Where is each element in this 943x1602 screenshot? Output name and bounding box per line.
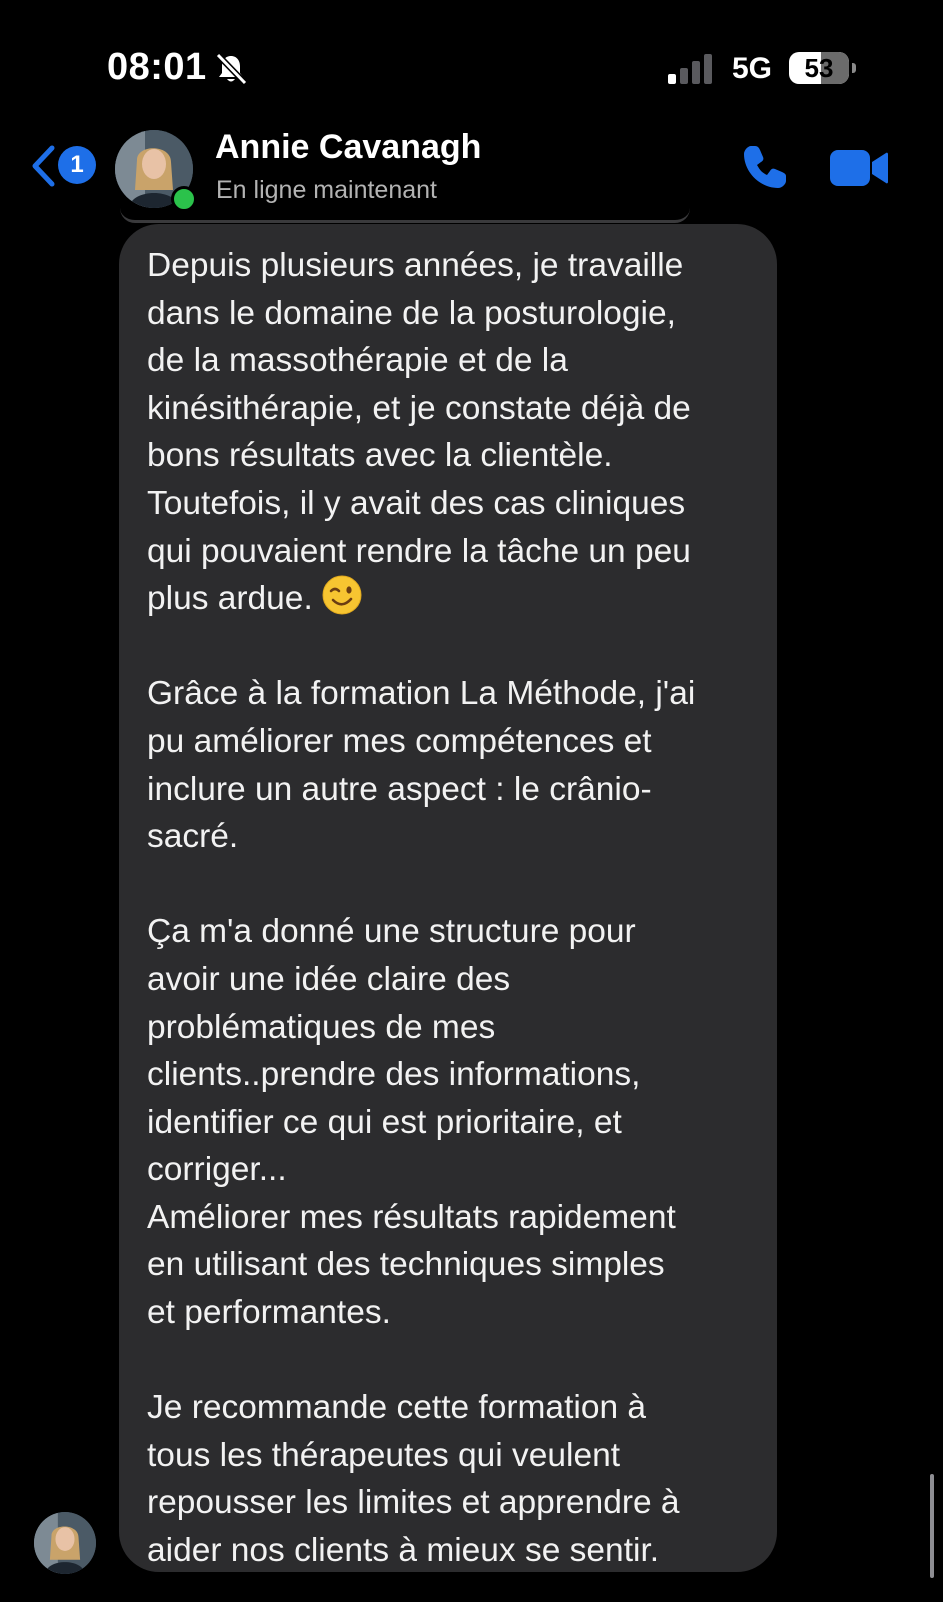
phone-icon[interactable] [738, 142, 790, 194]
unread-count-badge: 1 [58, 146, 96, 184]
battery-tip [852, 63, 856, 73]
signal-strength-icon [668, 54, 716, 84]
network-type: 5G [732, 52, 773, 85]
chat-header [0, 120, 943, 220]
winking-face-emoji [322, 575, 362, 615]
contact-online-status: En ligne maintenant [216, 176, 437, 204]
status-time: 08:01 [107, 46, 207, 88]
person-silhouette-icon [34, 1512, 96, 1574]
previous-message-edge [120, 208, 690, 223]
sender-avatar[interactable] [34, 1512, 96, 1574]
message-text-part-1: Depuis plusieurs années, je travaille dans le domaine de la posturologie, de la massothérapie et de la kinésithérapie, et je constate déjà de bons résultats avec la clientèle. Toutefois, il y avait des cas cliniques qui pouvaient rendre la tâche un peu plus ardue. [147, 247, 691, 618]
back-button[interactable] [24, 140, 104, 194]
status-bar [0, 0, 943, 120]
message-text-part-2: Grâce à la formation La Méthode, j'ai pu améliorer mes compétences et inclure un autre aspect : le crânio- sacré. Ça m'a donné une structure pour avoir une idée claire des problématiques de mes clients..prendre des informations, identifier ce qui est prioritaire, et corriger... Améliorer mes résultats rapidement en utilisant des techniques simples et performantes. Je recommande cette formation à tous les thérapeutes qui veulent repousser les limites et apprendre à aider nos clients à mieux se sentir. [147, 675, 696, 1570]
chevron-left-icon [30, 144, 56, 188]
contact-avatar[interactable] [115, 130, 193, 208]
message-bubble[interactable] [119, 224, 777, 1572]
battery-level: 53 [804, 53, 834, 83]
video-camera-icon[interactable] [828, 146, 890, 190]
bell-slash-icon [214, 52, 248, 86]
scrollbar[interactable] [930, 1474, 934, 1578]
contact-name[interactable]: Annie Cavanagh [215, 128, 482, 166]
battery-indicator [789, 52, 849, 84]
message-text [147, 242, 757, 1575]
